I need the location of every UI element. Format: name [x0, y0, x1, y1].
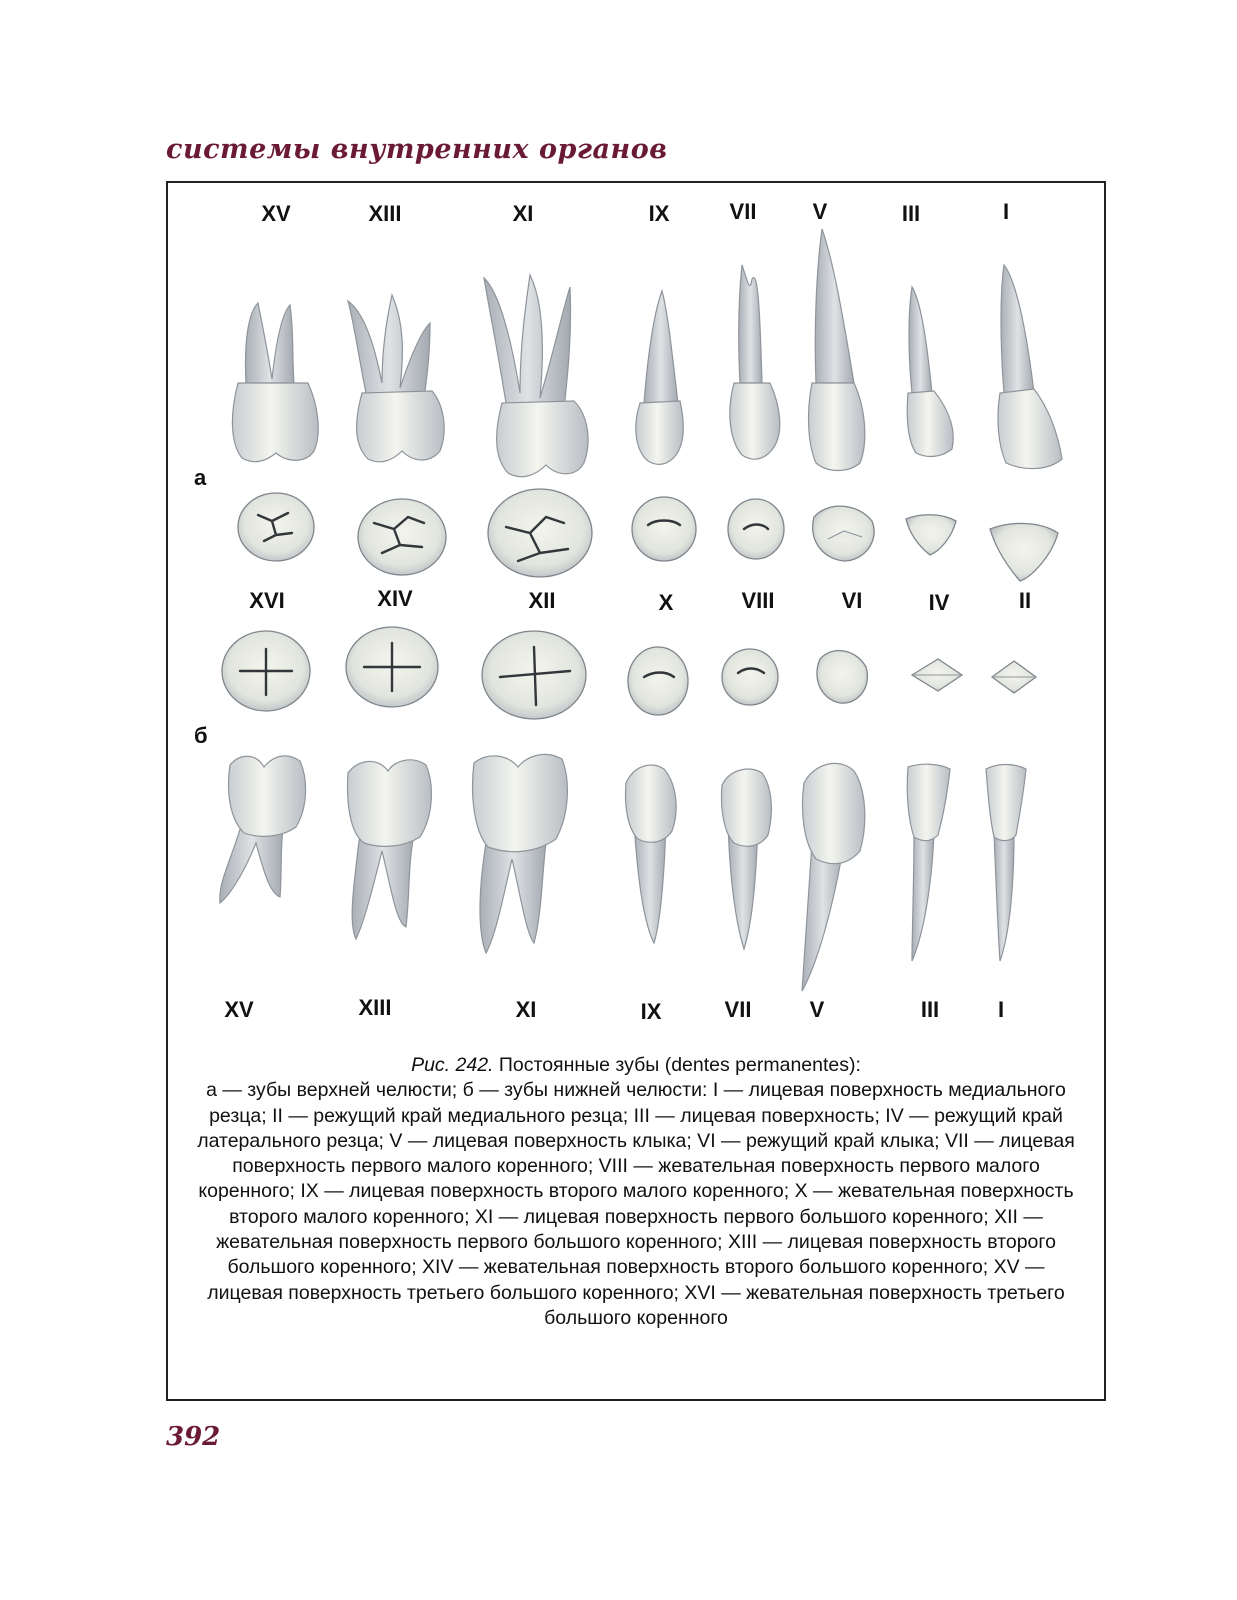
upper-occlusal-iv [906, 515, 956, 555]
upper-occlusal-xvi [238, 493, 314, 561]
numeral-upper-face-v: V [812, 199, 828, 224]
upper-tooth-vii [730, 265, 780, 459]
numeral-upper-face-xv: XV [261, 201, 291, 226]
upper-occlusal-x [632, 497, 696, 561]
numeral-edge-xiv: XIV [377, 586, 413, 611]
upper-occlusal-viii [728, 499, 784, 559]
numeral-lower-face-i: I [997, 997, 1005, 1022]
lower-tooth-ix [626, 765, 677, 943]
running-head-title: системы внутренних органов [166, 134, 668, 165]
figure-number: Рис. 242. [411, 1054, 494, 1076]
lower-occlusal-viii [722, 649, 778, 705]
lower-occlusal-x [628, 647, 688, 715]
numeral-lower-face-v: V [809, 997, 825, 1022]
upper-occlusal-vi [813, 506, 874, 561]
numeral-upper-face-xiii: XIII [368, 201, 402, 226]
numeral-edge-ii: II [1018, 588, 1032, 613]
page-number: 392 [166, 1422, 221, 1452]
upper-tooth-xi [484, 275, 588, 477]
numeral-upper-face-vii: VII [729, 199, 757, 224]
numeral-edge-vi: VI [841, 588, 863, 613]
lower-occlusal-vi [817, 651, 867, 704]
upper-tooth-xv [232, 303, 318, 462]
numeral-upper-face-xi: XI [512, 201, 534, 226]
lower-tooth-i [986, 765, 1026, 962]
upper-tooth-i [998, 265, 1062, 469]
figure-title: Постоянные зубы (dentes permanentes): [493, 1054, 861, 1076]
upper-tooth-ix [636, 291, 683, 464]
numeral-edge-xvi: XVI [249, 588, 285, 613]
lower-occlusal-iv [912, 659, 962, 691]
lower-tooth-iii [907, 764, 950, 961]
lower-tooth-v [802, 763, 865, 991]
panel-label-a: а [194, 465, 207, 490]
numeral-edge-x: X [658, 590, 674, 615]
lower-tooth-xiii [348, 760, 432, 939]
numeral-lower-face-ix: IX [640, 999, 662, 1024]
numeral-upper-face-iii: III [901, 201, 921, 226]
lower-occlusal-xvi [222, 631, 310, 711]
numeral-lower-face-iii: III [920, 997, 940, 1022]
figure-caption [194, 1053, 1078, 1331]
numeral-lower-face-xv: XV [224, 997, 254, 1022]
upper-tooth-xiii [348, 295, 444, 462]
numeral-edge-iv: IV [928, 590, 950, 615]
upper-tooth-v [809, 229, 865, 471]
upper-occlusal-xiv [358, 499, 446, 575]
numeral-lower-face-vii: VII [724, 997, 752, 1022]
numeral-upper-face-ix: IX [648, 201, 670, 226]
teeth-illustration [168, 183, 1104, 1043]
upper-tooth-iii [907, 287, 953, 456]
lower-tooth-xi [473, 754, 568, 953]
figure-caption-body: а — зубы верхней челюсти; б — зубы нижней челюсти: I — лицевая поверхность медиального резца; II — режущий край медиального резца; III — лицевая поверхность; IV — режущий край латерального резца; V — лицевая поверхность клыка; VI — режущий край клыка; VII — лицевая поверхность первого малого коренного; VIII — жевательная поверхность первого малого коренного; IX — лицевая поверхность второго малого коренного; X — жевательная поверхность второго малого коренного; XI — лицевая поверхность первого большого коренного; XII — жевательная поверхность первого большого коренного; XIII — лицевая поверхность второго большого коренного; XIV — жевательная поверхность второго большого коренного; XV — лицевая поверхность третьего большого коренного; XVI — жевательная поверхность третьего большого коренного [197, 1079, 1075, 1329]
upper-occlusal-xii [488, 489, 592, 577]
numeral-lower-face-xiii: XIII [358, 995, 392, 1020]
panel-label-b: б [194, 723, 208, 748]
numeral-edge-xii: XII [528, 588, 556, 613]
figure-frame [166, 181, 1106, 1401]
upper-occlusal-ii [990, 523, 1058, 581]
lower-tooth-xv [220, 756, 306, 903]
lower-tooth-vii [722, 769, 772, 949]
lower-occlusal-ii [992, 661, 1036, 693]
numeral-edge-viii: VIII [741, 588, 775, 613]
lower-occlusal-xii [482, 631, 586, 719]
numeral-upper-face-i: I [1002, 199, 1010, 224]
numeral-lower-face-xi: XI [515, 997, 537, 1022]
lower-occlusal-xiv [346, 627, 438, 707]
